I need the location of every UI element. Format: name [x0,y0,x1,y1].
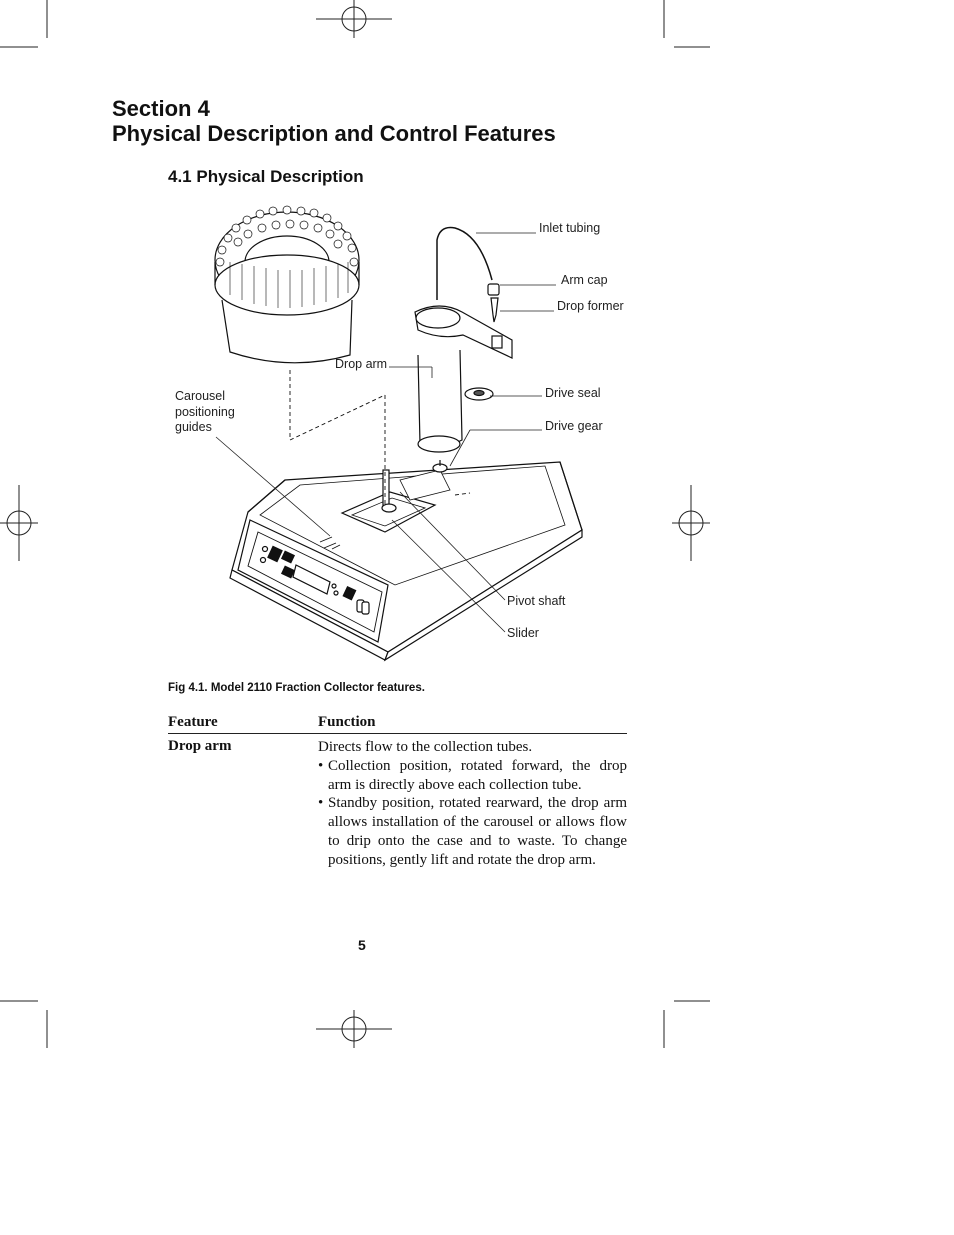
section-title [112,96,556,146]
function-bullet [318,757,627,795]
callout-pivot-shaft: Pivot shaft [507,594,566,608]
callout-drop-arm: Drop arm [335,357,388,371]
section-number: Section 4 [112,96,210,121]
feature-name: Drop arm [168,738,232,754]
bullet-text: Collection position, rotated forward, the drop arm is directly above each collection tube. [328,757,627,793]
subsection-heading: 4.1 Physical Description [168,167,364,186]
callout-carousel-line: positioning [175,404,235,419]
feature-function [318,738,627,870]
header-function: Function [318,714,376,730]
drive-gear [433,460,447,472]
callout-drop-former: Drop former [557,299,624,313]
callout-slider: Slider [507,626,539,640]
function-bullet [318,794,627,869]
drive-seal [465,388,493,400]
callout-drive-seal: Drive seal [545,386,601,400]
section-name: Physical Description and Control Features [112,121,556,146]
feature-table [168,714,627,870]
callout-carousel-guides [175,389,235,436]
bullet-text: Standby position, rotated rearward, the drop arm allows installation of the carousel or allows flow to drip onto the case and to waste. To change positions, gently lift and rotate the drop arm. [328,795,627,868]
table-row [168,734,627,870]
header-feature: Feature [168,714,218,730]
callout-carousel-line: Carousel [175,389,226,403]
callout-arm-cap: Arm cap [561,273,608,287]
drop-former [491,298,498,322]
callout-drive-gear: Drive gear [545,419,603,433]
callout-carousel-line: guides [175,420,212,434]
page-number: 5 [358,937,366,953]
carousel [215,206,359,363]
bullet-dot: • [318,757,324,774]
inlet-tubing [437,228,492,301]
figure-caption: Fig 4.1. Model 2110 Fraction Collector features. [168,682,425,694]
callout-inlet-tubing: Inlet tubing [539,221,601,235]
bullet-dot: • [318,795,324,812]
fraction-collector-drawing [215,206,582,660]
function-intro: Directs flow to the collection tubes. [318,739,533,755]
arm-cap [488,284,499,295]
table-header [168,714,627,734]
